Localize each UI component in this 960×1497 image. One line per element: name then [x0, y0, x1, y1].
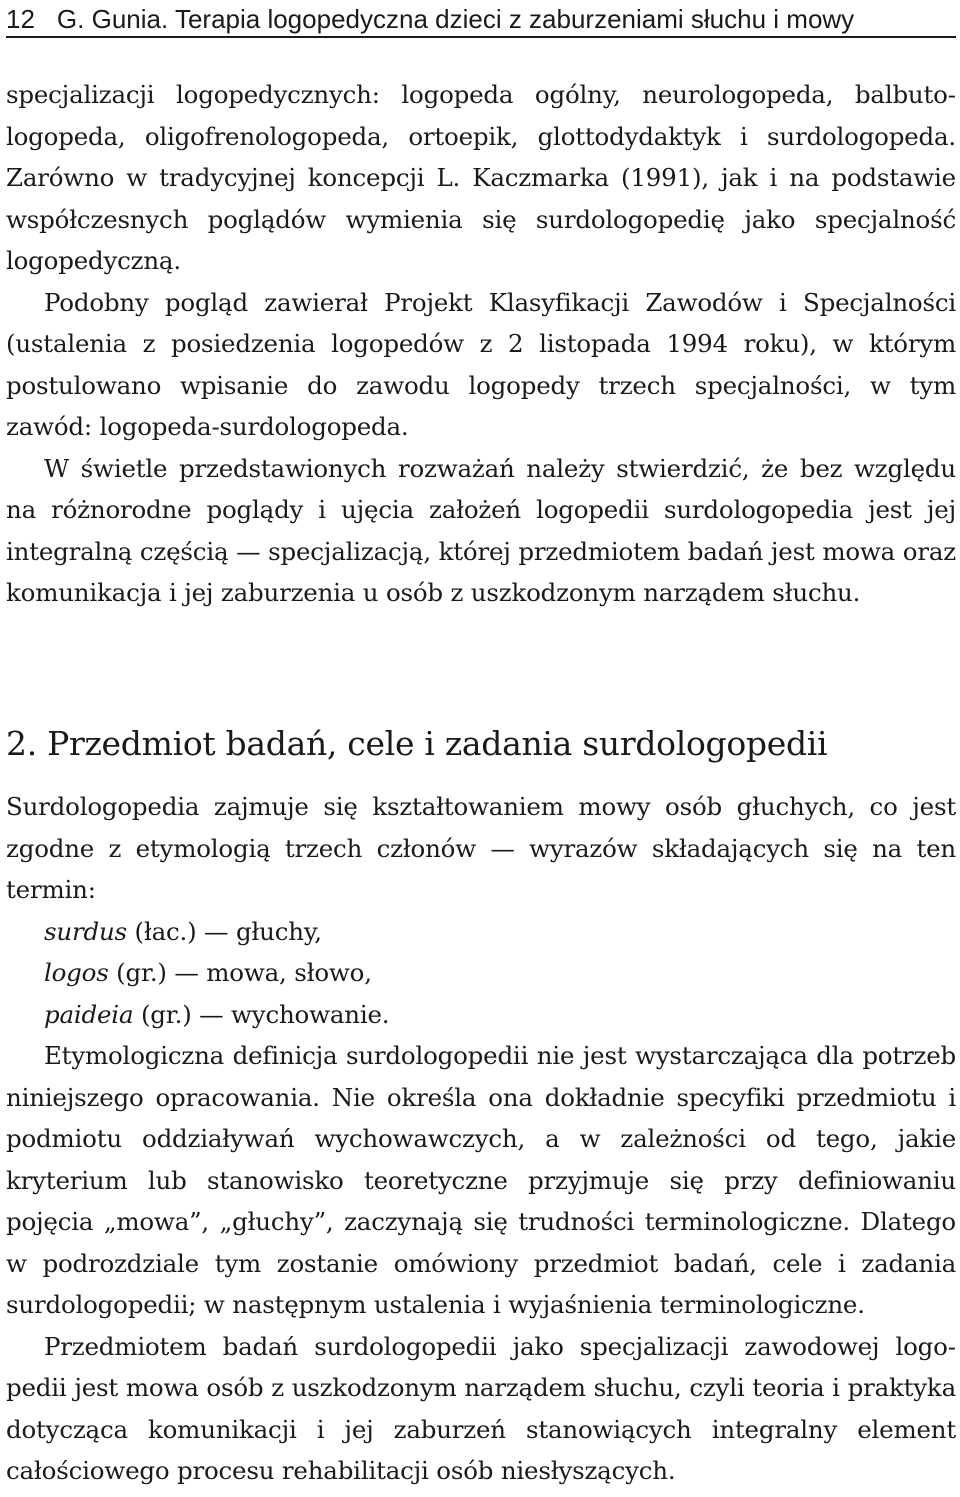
- etymology-term: surdus: [44, 916, 127, 946]
- section-heading: 2. Przedmiot badań, cele i zadania surdologopedii: [6, 724, 828, 763]
- etymology-meaning: (gr.) — wychowanie.: [133, 999, 390, 1029]
- etymology-term: logos: [44, 958, 109, 987]
- paragraph: Przedmiotem badań surdologopedii jako specjalizacji zawodowej logopedii jest mowa osób z uszkodzonym narządem słuchu, czyli teoria i praktyka dotycząca komunikacji i jej zaburzeń stanowiących integralny element całościowego procesu rehabilitacji osób niesłyszących.: [6, 1331, 956, 1485]
- etymology-item: [6, 911, 956, 953]
- paragraph: Surdologopedia zajmuje się kształtowaniem mowy osób głuchych, co jest zgodne z etymologią trzech członów — wyrazów składających się na ten termin:: [6, 792, 956, 904]
- etymology-item: [6, 994, 956, 1036]
- paragraph: specjalizacji logopedycznych: logopeda ogólny, neurologopeda, balbutologopeda, oligofrenologopeda, ortoepik, glottodydaktyk i surdologopeda. Zarówno w tradycyjnej koncepcji L. Kaczmarka (1991), jak i na podstawie współczesnych poglądów wymienia się surdologopedię jako specjalność logopedyczną.: [6, 80, 956, 275]
- paragraph: Etymologiczna definicja surdologopedii nie jest wystarczająca dla potrzeb niniejszego opracowania. Nie określa ona dokładnie specyfiki przedmiotu i podmiotu oddziaływań wychowawczych, a w zależności od tego, jakie kryterium lub stanowisko teoretyczne przyjmuje się przy definiowaniu pojęcia „mowa”, „głuchy”, zaczynają się trudności terminologiczne. Dlatego w podrozdziale tym zostanie omówiony przedmiot badań, cele i zadania surdologopedii; w następnym ustalenia i wyjaśnienia terminologiczne.: [6, 1041, 956, 1319]
- etymology-term: paideia: [44, 999, 134, 1029]
- etymology-item: [6, 952, 956, 994]
- section-text: [6, 786, 956, 1492]
- etymology-meaning: (gr.) — mowa, słowo,: [108, 958, 372, 987]
- running-title: G. Gunia. Terapia logopedyczna dzieci z zaburzeniami słuchu i mowy: [56, 4, 855, 34]
- etymology-meaning: (łac.) — głuchy,: [126, 916, 322, 946]
- running-header: [6, 2, 956, 38]
- paragraph: Podobny pogląd zawierał Projekt Klasyfikacji Zawodów i Specjalności (ustalenia z posiedzenia logopedów z 2 listopada 1994 roku), w którym postulowano wpisanie do zawodu logopedy trzech specjalności, w tym zawód: logopeda-surdologopeda.: [6, 287, 956, 441]
- paragraph: W świetle przedstawionych rozważań należy stwierdzić, że bez względu na różnorodne poglądy i ujęcia założeń logopedii surdologopedia jest jej integralną częścią — specjalizacją, której przedmiotem badań jest mowa oraz komunikacja i jej zaburzenia u osób z uszkodzonym narządem słuchu.: [6, 453, 956, 607]
- intro-text: [6, 74, 956, 614]
- page-number: 12: [6, 4, 35, 34]
